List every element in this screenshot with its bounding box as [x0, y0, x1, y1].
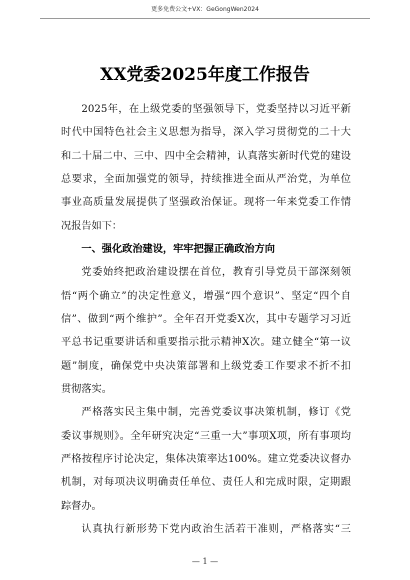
body-paragraph — [61, 401, 351, 518]
text-line: 认真执行新形势下党内政治生活若干准则，严格落实“三 — [81, 523, 351, 535]
header-rule — [40, 18, 370, 19]
document-body — [61, 98, 351, 541]
document-title: XX党委2025年度工作报告 — [100, 65, 310, 85]
text-line: 事业高质量发展提供了坚强政治保证。现将一年来党委工作情 — [61, 197, 351, 209]
text-line: 和二十届二中、三中、四中全会精神，认真落实新时代党的建设 — [61, 150, 351, 162]
text-line: 委议事规则》。全年研究决定“三重一大”事项X项，所有事项均 — [61, 430, 351, 442]
text-line: 严格按程序讨论决定，集体决策率达100%。建立党委决议督办 — [61, 453, 351, 465]
text-line: 况报告如下： — [61, 220, 123, 232]
section-heading: 一、强化政治建设，牢牢把握正确政治方向 — [81, 242, 275, 255]
body-paragraph — [61, 518, 351, 541]
text-line: 机制，对每项决议明确责任单位、责任人和完成时限，定期跟 — [61, 477, 351, 489]
page-number: — 1 — — [191, 557, 219, 566]
body-paragraph — [61, 261, 351, 401]
text-line: 题”制度，确保党中央决策部署和上级党委工作要求不折不扣 — [61, 360, 351, 372]
header-watermark-text: 更多免费公文+VX：GeGongWen2024 — [151, 6, 259, 13]
intro-paragraph — [61, 98, 351, 238]
text-line: 信”、做到“两个维护”。全年召开党委X次，其中专题学习习近 — [61, 313, 351, 325]
text-line: 贯彻落实。 — [61, 383, 112, 395]
text-line: 平总书记重要讲话和重要指示批示精神X次。建立健全“第一议 — [61, 337, 351, 349]
text-line: 总要求，全面加强党的领导，持续推进全面从严治党，为单位 — [61, 173, 351, 185]
section-1 — [61, 238, 351, 541]
text-line: 党委始终把政治建设摆在首位，教育引导党员干部深刻领 — [81, 267, 351, 279]
text-line: 严格落实民主集中制，完善党委议事决策机制，修订《党 — [81, 407, 351, 419]
text-line: 2025年，在上级党委的坚强领导下，党委坚持以习近平新 — [81, 104, 351, 115]
text-line: 踪督办。 — [61, 500, 102, 512]
text-line: 悟“两个确立”的决定性意义，增强“四个意识”、坚定“四个自 — [61, 290, 351, 302]
text-line: 时代中国特色社会主义思想为指导，深入学习贯彻党的二十大 — [61, 127, 351, 139]
